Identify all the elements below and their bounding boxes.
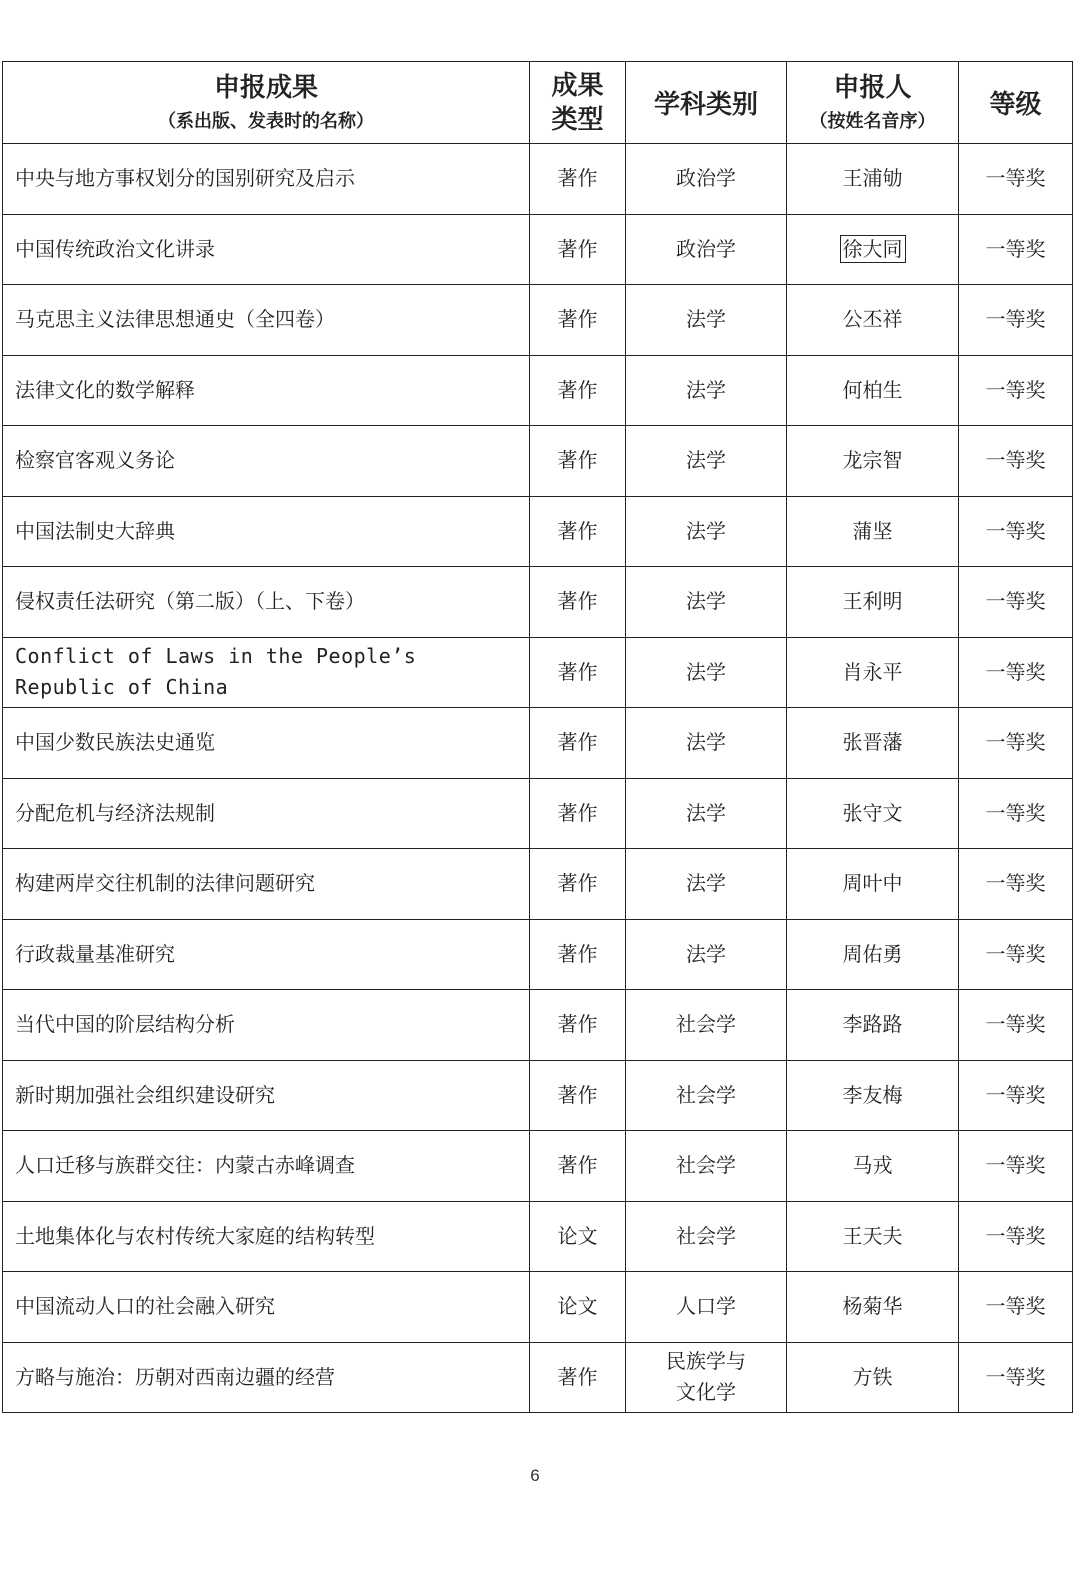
header-applicant-note: （按姓名音序）	[809, 110, 936, 132]
achievement-title: 中国传统政治文化讲录	[3, 214, 530, 285]
table-row	[3, 708, 1073, 779]
header-type-line1: 成果	[551, 70, 604, 101]
grade: 一等奖	[959, 1272, 1073, 1343]
applicant: 杨菊华	[787, 1272, 959, 1343]
discipline: 社会学	[626, 1060, 787, 1131]
header-grade-label: 等级	[989, 90, 1042, 120]
achievement-title: 中国少数民族法史通览	[3, 708, 530, 779]
applicant: 何柏生	[787, 355, 959, 426]
achievement-type: 著作	[530, 990, 626, 1061]
applicant: 周叶中	[787, 849, 959, 920]
discipline-line2: 文化学	[676, 1380, 736, 1405]
discipline: 法学	[626, 919, 787, 990]
grade: 一等奖	[959, 708, 1073, 779]
header-achievement-note: （系出版、发表时的名称）	[158, 110, 374, 132]
grade: 一等奖	[959, 496, 1073, 567]
discipline: 法学	[626, 567, 787, 638]
header-discipline	[626, 62, 787, 144]
discipline: 法学	[626, 355, 787, 426]
awards-table	[2, 61, 1073, 1413]
achievement-type: 著作	[530, 778, 626, 849]
applicant: 王浦劬	[787, 144, 959, 215]
applicant: 肖永平	[787, 637, 959, 708]
achievement-title: 侵权责任法研究（第二版）（上、下卷）	[3, 567, 530, 638]
table-row	[3, 1201, 1073, 1272]
grade: 一等奖	[959, 919, 1073, 990]
achievement-type: 著作	[530, 708, 626, 779]
table-row	[3, 849, 1073, 920]
discipline: 法学	[626, 637, 787, 708]
discipline: 社会学	[626, 990, 787, 1061]
achievement-title: 行政裁量基准研究	[3, 919, 530, 990]
header-row	[3, 62, 1073, 144]
header-type-line2: 类型	[551, 104, 604, 135]
header-applicant-title: 申报人	[833, 72, 912, 103]
grade: 一等奖	[959, 990, 1073, 1061]
table-row	[3, 285, 1073, 356]
applicant: 龙宗智	[787, 426, 959, 497]
grade: 一等奖	[959, 849, 1073, 920]
header-discipline-label: 学科类别	[653, 90, 758, 120]
applicant: 张守文	[787, 778, 959, 849]
achievement-type: 论文	[530, 1201, 626, 1272]
achievement-title: 人口迁移与族群交往：内蒙古赤峰调查	[3, 1131, 530, 1202]
achievement-title: 新时期加强社会组织建设研究	[3, 1060, 530, 1131]
discipline	[626, 1342, 787, 1413]
achievement-type: 著作	[530, 426, 626, 497]
achievement-type: 著作	[530, 496, 626, 567]
achievement-title: 法律文化的数学解释	[3, 355, 530, 426]
discipline: 人口学	[626, 1272, 787, 1343]
achievement-title: 中国法制史大辞典	[3, 496, 530, 567]
achievement-title: 方略与施治：历朝对西南边疆的经营	[3, 1342, 530, 1413]
discipline: 法学	[626, 285, 787, 356]
grade: 一等奖	[959, 1060, 1073, 1131]
achievement-type: 著作	[530, 637, 626, 708]
header-type	[530, 62, 626, 144]
table-row	[3, 637, 1073, 708]
applicant-boxed-name: 徐大同	[840, 235, 906, 263]
achievement-title: 马克思主义法律思想通史（全四卷）	[3, 285, 530, 356]
applicant	[787, 214, 959, 285]
applicant: 张晋藩	[787, 708, 959, 779]
discipline: 政治学	[626, 214, 787, 285]
achievement-type: 著作	[530, 144, 626, 215]
applicant: 蒲坚	[787, 496, 959, 567]
table-row	[3, 1342, 1073, 1413]
achievement-type: 著作	[530, 214, 626, 285]
page-number: 6	[530, 1466, 540, 1485]
discipline: 法学	[626, 778, 787, 849]
discipline: 法学	[626, 496, 787, 567]
table-header	[3, 62, 1073, 144]
grade: 一等奖	[959, 1201, 1073, 1272]
achievement-type: 著作	[530, 1060, 626, 1131]
header-achievement	[3, 62, 530, 144]
table-row	[3, 778, 1073, 849]
table-row	[3, 426, 1073, 497]
table-row	[3, 1060, 1073, 1131]
achievement-title: Conflict of Laws in the People’s Republic of China	[3, 637, 530, 708]
achievement-type: 著作	[530, 355, 626, 426]
grade: 一等奖	[959, 567, 1073, 638]
table-row	[3, 990, 1073, 1061]
grade: 一等奖	[959, 778, 1073, 849]
discipline: 社会学	[626, 1201, 787, 1272]
achievement-title: 中央与地方事权划分的国别研究及启示	[3, 144, 530, 215]
table-row	[3, 1131, 1073, 1202]
achievement-type: 著作	[530, 1131, 626, 1202]
achievement-type: 著作	[530, 919, 626, 990]
discipline-line1: 民族学与	[666, 1349, 746, 1374]
grade: 一等奖	[959, 637, 1073, 708]
discipline: 法学	[626, 849, 787, 920]
table-row	[3, 919, 1073, 990]
table-row	[3, 144, 1073, 215]
discipline: 社会学	[626, 1131, 787, 1202]
header-grade	[959, 62, 1073, 144]
achievement-title: 构建两岸交往机制的法律问题研究	[3, 849, 530, 920]
table-row	[3, 214, 1073, 285]
achievement-title: 中国流动人口的社会融入研究	[3, 1272, 530, 1343]
achievement-title: 分配危机与经济法规制	[3, 778, 530, 849]
achievement-type: 著作	[530, 849, 626, 920]
applicant: 马戎	[787, 1131, 959, 1202]
grade: 一等奖	[959, 355, 1073, 426]
achievement-type: 著作	[530, 567, 626, 638]
grade: 一等奖	[959, 214, 1073, 285]
header-applicant	[787, 62, 959, 144]
discipline: 法学	[626, 426, 787, 497]
table-row	[3, 1272, 1073, 1343]
header-achievement-title: 申报成果	[213, 72, 318, 103]
applicant: 周佑勇	[787, 919, 959, 990]
table-body	[3, 144, 1073, 1413]
grade: 一等奖	[959, 285, 1073, 356]
achievement-title: 检察官客观义务论	[3, 426, 530, 497]
discipline: 法学	[626, 708, 787, 779]
applicant: 公丕祥	[787, 285, 959, 356]
achievement-type: 著作	[530, 1342, 626, 1413]
achievement-title: 当代中国的阶层结构分析	[3, 990, 530, 1061]
achievement-type: 著作	[530, 285, 626, 356]
applicant: 李友梅	[787, 1060, 959, 1131]
grade: 一等奖	[959, 426, 1073, 497]
applicant: 王天夫	[787, 1201, 959, 1272]
table-row	[3, 567, 1073, 638]
applicant: 李路路	[787, 990, 959, 1061]
discipline: 政治学	[626, 144, 787, 215]
achievement-title: 土地集体化与农村传统大家庭的结构转型	[3, 1201, 530, 1272]
applicant: 方铁	[787, 1342, 959, 1413]
table-row	[3, 496, 1073, 567]
table-row	[3, 355, 1073, 426]
grade: 一等奖	[959, 1342, 1073, 1413]
grade: 一等奖	[959, 144, 1073, 215]
achievement-type: 论文	[530, 1272, 626, 1343]
applicant: 王利明	[787, 567, 959, 638]
grade: 一等奖	[959, 1131, 1073, 1202]
